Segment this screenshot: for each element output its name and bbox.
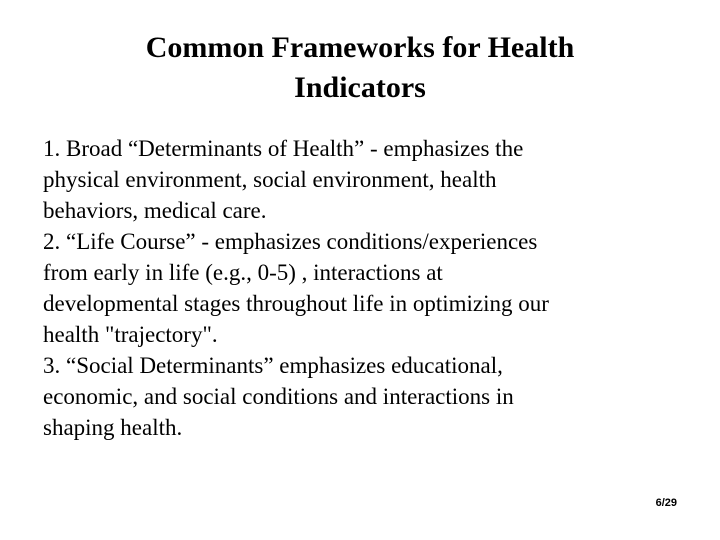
framework-item-line: from early in life (e.g., 0-5) , interactions at [43, 260, 443, 285]
framework-item-line: 3. “Social Determinants” emphasizes educational, [43, 353, 503, 378]
framework-item-line: health "trajectory". [43, 322, 218, 347]
slide-title-line: Common Frameworks for Health [145, 31, 575, 64]
page-number: 6/29 [655, 497, 677, 509]
slide-title-line: Indicators [294, 71, 426, 104]
framework-item-line: behaviors, medical care. [43, 198, 267, 223]
framework-item-social-determinants [43, 350, 683, 443]
framework-item-line: physical environment, social environment, health [43, 167, 497, 192]
framework-item-line: shaping health. [43, 415, 183, 440]
slide-title [60, 28, 660, 108]
framework-item-line: economic, and social conditions and interactions in [43, 384, 514, 409]
framework-item-life-course [43, 226, 683, 350]
framework-item-line: developmental stages throughout life in optimizing our [43, 291, 549, 316]
framework-item-line: 1. Broad “Determinants of Health” - emphasizes the [43, 136, 524, 161]
framework-item-determinants-of-health [43, 133, 683, 226]
framework-list [43, 133, 683, 443]
framework-item-line: 2. “Life Course” - emphasizes conditions/experiences [43, 229, 538, 254]
